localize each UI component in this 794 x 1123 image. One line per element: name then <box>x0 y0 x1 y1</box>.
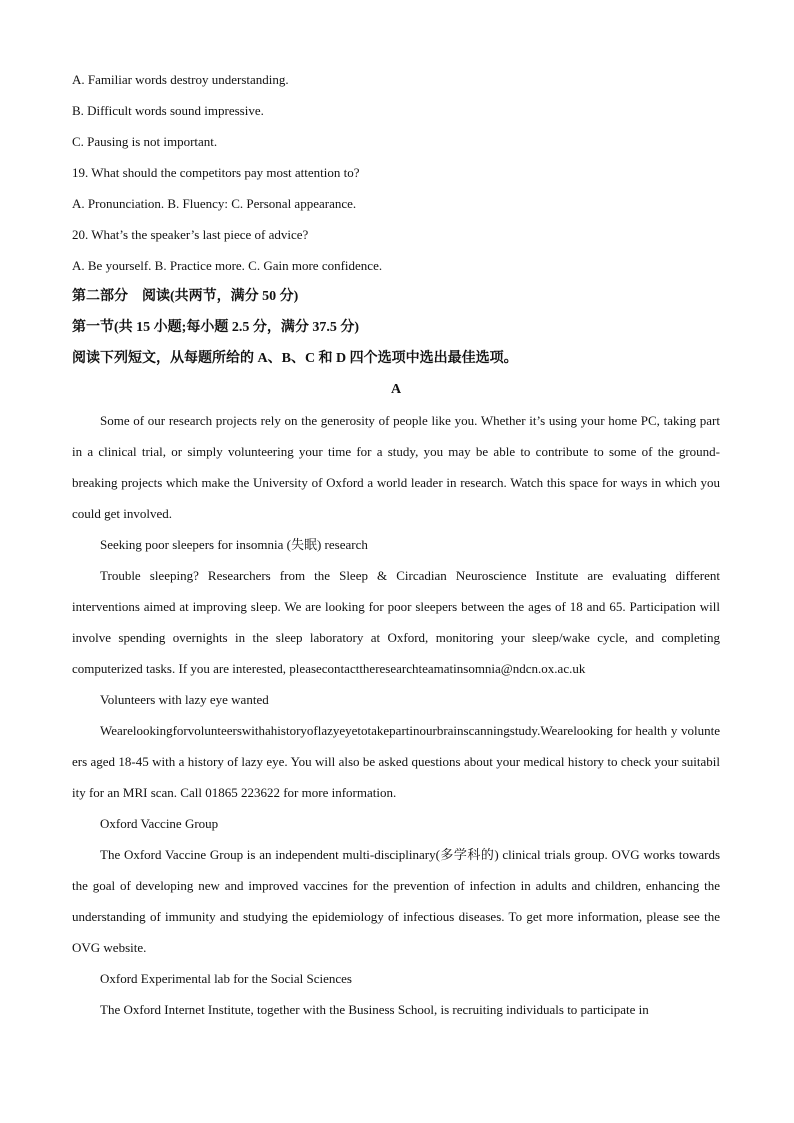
option-c-q18: C. Pausing is not important. <box>72 134 218 149</box>
section-heading-social-sciences: Oxford Experimental lab for the Social Sciences <box>100 971 352 986</box>
section-one-title: 第一节(共 15 小题;每小题 2.5 分，满分 37.5 分) <box>72 320 359 335</box>
section-body-lazy-eye: Wearelookingforvolunteerswithahistoryoflazyeyetotakepartinourbrainscanningstudy.Wearelooking for health y volunteers aged 18-45 with a history of lazy eye. You will also be asked questions about your medical history to check your suitability for an MRI scan. Call 01865 223622 for more information. <box>72 723 720 800</box>
question-19-options: A. Pronunciation. B. Fluency: C. Personal appearance. <box>72 196 357 211</box>
reading-instruction: 阅读下列短文，从每题所给的 A、B、C 和 D 四个选项中选出最佳选项。 <box>72 351 518 366</box>
section-heading-vaccine: Oxford Vaccine Group <box>100 816 219 831</box>
section-body-vaccine: The Oxford Vaccine Group is an independent multi-disciplinary(多学科的) clinical trials group. OVG works towards the goal of developing new and improved vaccines for the prevention of infection in adults and children, enhancing the understanding of immunity and studying the epidemiology of infectious diseases. To get more information, please see the OVG website. <box>72 847 720 955</box>
passage-intro: Some of our research projects rely on the generosity of people like you. Whether it’s using your home PC, taking part in a clinical trial, or simply volunteering your time for a study, you may be able to contribute to some of the ground-breaking projects which make the University of Oxford a world leader in research. Watch this space for ways in which you could get involved. <box>72 413 720 521</box>
passage-label: A <box>390 382 402 397</box>
part-two-title: 第二部分 阅读(共两节，满分 50 分) <box>72 289 299 304</box>
document-page <box>72 64 720 1025</box>
option-b-q18: B. Difficult words sound impressive. <box>72 103 264 118</box>
question-20: 20. What’s the speaker’s last piece of advice? <box>72 227 309 242</box>
question-19: 19. What should the competitors pay most attention to? <box>72 165 360 180</box>
section-body-social-sciences: The Oxford Internet Institute, together with the Business School, is recruiting individuals to participate in <box>100 1002 649 1017</box>
section-heading-lazy-eye: Volunteers with lazy eye wanted <box>100 692 269 707</box>
question-20-options: A. Be yourself. B. Practice more. C. Gain more confidence. <box>72 258 383 273</box>
section-body-sleep: Trouble sleeping? Researchers from the Sleep & Circadian Neuroscience Institute are evaluating different interventions aimed at improving sleep. We are looking for poor sleepers between the ages of 18 and 65. Participation will involve spending overnights in the sleep laboratory at Oxford, monitoring your sleep/wake cycle, and completing computerized tasks. If you are interested, pleasecontacttheresearchteamatinsomnia@ndcn.ox.ac.uk <box>72 568 720 676</box>
section-heading-sleep: Seeking poor sleepers for insomnia (失眠) research <box>100 537 368 552</box>
option-a-q18: A. Familiar words destroy understanding. <box>72 72 289 87</box>
